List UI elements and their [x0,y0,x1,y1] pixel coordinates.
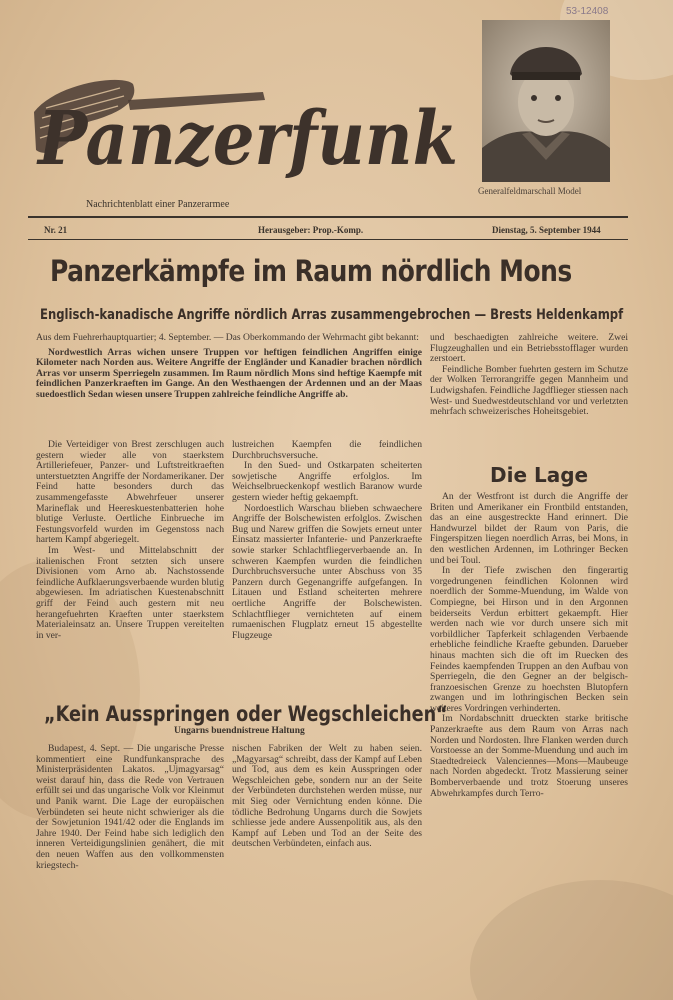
main-lead: Aus dem Fuehrerhauptquartier; 4. September. — Das Oberkommando der Wehrmacht gibt bekannt: [36,332,419,343]
publisher: Herausgeber: Prop.-Komp. [258,225,364,235]
logo-text: Panzerfunk [36,96,458,182]
main-lead-block [36,333,422,401]
main-column-2 [232,440,422,641]
lage-heading: Die Lage [490,463,589,487]
photo-caption: Generalfeldmarschall Model [478,186,582,196]
main-subheadline: Englisch-kanadische Angriffe nördlich Arras zusammengebrochen — Brests Heldenkampf [40,307,624,323]
main-col3-paragraph: und beschaedigten zahlreiche weitere. Zwei Flugzeughallen und ein Betriebsstofflager wurden zerstoert. [430,332,628,365]
main-bold-paragraph: Nordwestlich Arras wichen unsere Truppen vor heftigen feindlichen Angriffen einige Kilometer nach Norden aus. Weitere Angriffe der Engländer und Kanadier brachen nördlich Arras vor unserm Sperriegeln zusammen. Im Raum nördlich Mons sind heftige Kaempfe mit feindlichen Panzerkraeften im Gange. An den Westhaengen der Ardennen und an der Maas suedoestlich Sedan wiesen unsere Truppen zahlreiche feindliche Angriffe ab. [36,346,422,400]
issue-date: Dienstag, 5. September 1944 [492,225,601,235]
main-col1-paragraph: Die Verteidiger von Brest zerschlugen auch gestern wieder alle von staerkstem Artilleriefeuer, Panzer- und Luftstreitkraeften unterstuetzten Angriffe der Nordamerikaner. Der Feind hatte besonders durch das zusammengefasste Abwehrfeuer unserer Marineflak und Heereskuestenbatterien hohe blutige Verluste. Oertliche Einbrueche im Festungsvorfeld wurden im Gegenstoss nach hartem Kampf abgeriegelt. [36,439,224,546]
masthead-subtitle: Nachrichtenblatt einer Panzerarmee [86,199,230,210]
second-col1-paragraph: Budapest, 4. Sept. — Die ungarische Presse kommentiert eine Rundfunkansprache des Ministerpräsidenten Lakatos. „Ujmagyarsag“ weist darauf hin, dass die Rede von Vertrauen erfüllt sei und das ungarische Volk vor Kleinmut und Panik warnt. Die Lage der europäischen Verbündeten sei heute nicht schwieriger als die der Sowjetunion 1941/42 oder die Englands im Jahre 1940. Der Feind habe sich lediglich den inneren Verteidigungslinien genähert, die mit den neuen Waffen aus den vollkommensten kriegstech- [36,743,224,871]
second-column-2 [232,744,422,850]
main-headline: Panzerkämpfe im Raum nördlich Mons [50,254,572,288]
issue-number: Nr. 21 [44,225,68,235]
second-subheadline: Ungarns buendnistreue Haltung [174,726,305,736]
lage-column [430,492,628,799]
main-col2-paragraph: lustreichen Kaempfen die feindlichen Durchbruchsversuche. [232,439,422,461]
stain [470,880,673,1000]
main-column-3 [430,333,628,418]
lage-paragraph: Im Nordabschnitt drueckten starke britische Panzerkraefte aus dem Raum von Arras nach Norden und Nordosten. Ihre Flanken werden durch Vorstoesse an der Somme-Muendung und auch im Staedtedreieck Valenciennes—Mons—Maubeuge nach Norden abgedeckt. Trotz Massierung seiner Bomberverbaende und trotz Stoerung unseres Abwehrkampfes durch Terro- [430,713,628,799]
main-col2-paragraph: In den Sued- und Ostkarpaten scheiterten sowjetische Angriffe erfolglos. Im Weichselbrueckenkopf westlich Baranow wurde gestern wieder heftig gekaempft. [232,460,422,503]
second-headline: „Kein Ausspringen oder Wegschleichen“ [44,702,448,726]
main-col3-paragraph: Feindliche Bomber fuehrten gestern im Schutze der Wolken Terrorangriffe gegen Mannheim und Ludwigshafen. Feindliche Jagdflieger stiessen nach West- und Suedwestdeutschland vor und verletzten mehrfach schweizerisches Hoheitsgebiet. [430,363,628,418]
portrait-photo [482,20,610,182]
main-col1-paragraph: Im West- und Mittelabschnitt der italienischen Front setzten sich unsere Divisionen vom Arno ab. Nachstossende feindliche Aufklaerungsverbaende wurden blutig abgewiesen. Im adriatischen Kuestenabschnitt griff der Feind auch gestern mit neu herangefuehrten Kraeften unter staerkstem Materialeinsatz an. Unsere Truppen vereitelten in ver- [36,544,224,641]
top-rule [28,216,628,218]
masthead-logo [28,52,468,182]
second-column-1 [36,744,224,871]
second-col2-paragraph: nischen Fabriken der Welt zu haben seien. „Magyarsag“ schreibt, dass der Kampf auf Leben und Tod, aus dem es kein Ausspringen oder Wegschleichen gebe, sondern nur an der Seite der Verbündeten durchstehen werden müsse, nur mit Sieg oder Vernichtung enden könne. Die tödliche Bedrohung Ungarns durch die Sowjets schliesse jede andere Aussenpolitik aus, als den Kampf auf Leben und Tod an der Seite des deutschen Verbündeten, einfach aus. [232,743,422,850]
archive-mark: 53-12408 [566,6,609,17]
lage-paragraph: In der Tiefe zwischen den fingerartig vorgedrungenen feindlichen Kolonnen wird noerdlich der Somme-Muendung, im Walde von Compiegne, bei Hirson und in den Argonnen beiderseits Verdun erbittert gekaempft. Hier werden nach wie vor durch unsere sich mit vorbildlicher Tapferkeit schlagenden Verbaende erhebliche feindliche Kraefte gebunden. Darueber hinaus machten sich die oft im Ruecken des Feindes kaempfenden Truppen an den Aufbau von Sperriegeln, die den Gegner an der belgisch-franzoesischen Grenze zu hoechsten Blutopfern zwangen und im lothringischen Becken sein weiteres Vordringen verhinderten. [430,565,628,714]
bottom-rule [28,239,628,240]
main-column-1 [36,440,224,641]
lage-paragraph: An der Westfront ist durch die Angriffe der Briten und Amerikaner ein Frontbild entstanden, das an eine ausgestreckte Hand erinnert. Die Handwurzel bildet der Raum von Paris, die Fingerspitzen liegen noerdlich Arras, bei Mons, in den westlichen Ardennen, im Lothringer Becken und bei Toul. [430,491,628,566]
main-col2-paragraph: Nordoestlich Warschau blieben schwaechere Angriffe der Bolschewisten erfolglos. Zwischen Bug und Narew griffen die Sowjets erneut unter Einsatz massierter Infanterie- und Panzerkraefte sowie starker Schlachtfliegerverbaende an. In schweren Kaempfen wurden die feindlichen Durchbruchsversuche unter Abschuss von 35 Panzern durch Gegenangriffe aufgefangen. In Litauen und Estland scheiterten mehrere oertliche Angriffe der Bolschewisten. Schlachtflieger vernichteten auf einem rumaenischen Flugplatz erneut 15 abgestellte Flugzeuge [232,502,422,641]
